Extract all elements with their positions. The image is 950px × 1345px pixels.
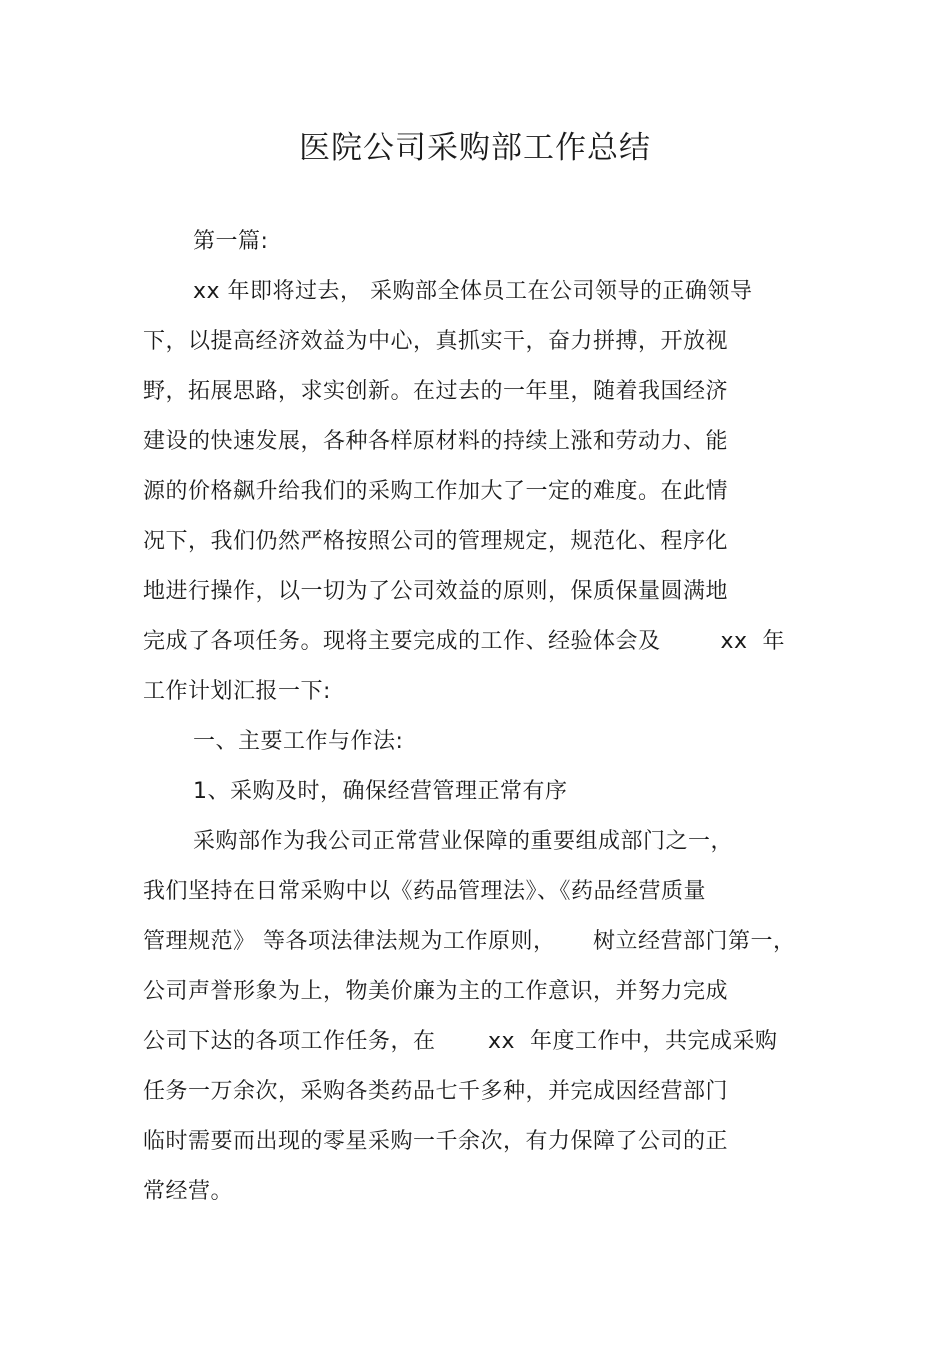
- paragraph-line: 采购部作为我公司正常营业保障的重要组成部门之一，: [193, 829, 734, 854]
- paragraph-line: 况下，我们仍然严格按照公司的管理规定，规范化、程序化: [143, 529, 729, 554]
- paragraph-line: 下，以提高经济效益为中心，真抓实干，奋力拼搏，开放视: [143, 329, 729, 354]
- document-title: 医院公司采购部工作总结: [299, 130, 651, 166]
- paragraph-line: 管理规范》 等各项法律法规为工作原则， 树立经营部门第一，: [143, 929, 796, 954]
- paragraph-line: 临时需要而出现的零星采购一千余次，有力保障了公司的正: [143, 1129, 729, 1154]
- paragraph-line: 工作计划汇报一下:: [143, 679, 331, 704]
- section-heading: 第一篇:: [193, 229, 269, 254]
- paragraph-line: 常经营。: [143, 1179, 234, 1204]
- paragraph-line: 公司下达的各项工作任务，在 xx 年度工作中，共完成采购: [143, 1029, 778, 1054]
- subsection-heading: 1、采购及时，确保经营管理正常有序: [193, 779, 568, 804]
- paragraph-line: 野，拓展思路，求实创新。在过去的一年里，随着我国经济: [143, 379, 729, 404]
- paragraph-line: 建设的快速发展，各种各样原材料的持续上涨和劳动力、能: [143, 429, 729, 454]
- paragraph-line: 地进行操作，以一切为了公司效益的原则，保质保量圆满地: [143, 579, 729, 604]
- paragraph-line: 完成了各项任务。现将主要完成的工作、经验体会及 xx 年: [143, 629, 785, 654]
- paragraph-line: 我们坚持在日常采购中以《药品管理法》、《药品经营质量: [143, 879, 707, 904]
- paragraph-line: xx 年即将过去， 采购部全体员工在公司领导的正确领导: [193, 279, 753, 304]
- section-heading: 一、主要工作与作法:: [193, 729, 404, 754]
- paragraph-line: 任务一万余次，采购各类药品七千多种，并完成因经营部门: [143, 1079, 729, 1104]
- paragraph-line: 源的价格飙升给我们的采购工作加大了一定的难度。在此情: [143, 479, 729, 504]
- paragraph-line: 公司声誉形象为上，物美价廉为主的工作意识，并努力完成: [143, 979, 729, 1004]
